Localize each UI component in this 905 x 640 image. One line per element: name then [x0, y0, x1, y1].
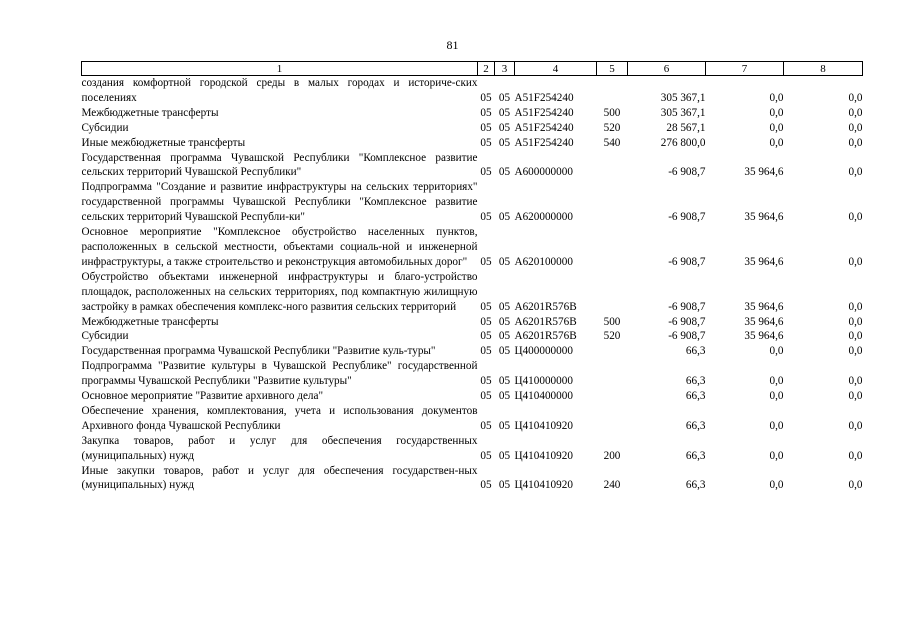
amount-col6: -6 908,7: [668, 315, 706, 328]
section-code: 05: [480, 91, 492, 104]
amount-col6: 66,3: [685, 375, 706, 388]
section-code: 05: [480, 345, 492, 358]
amount-col7: 0,0: [769, 136, 784, 149]
subsection-code: 05: [498, 211, 511, 224]
expense-type-code: [597, 344, 628, 359]
amount-col6: 66,3: [685, 419, 706, 432]
expense-type-code: [597, 389, 628, 404]
amount-col7: 35 964,6: [744, 211, 784, 224]
expense-type-code: [597, 76, 628, 106]
table-row: [82, 404, 863, 434]
table-row: [82, 329, 863, 344]
target-article-code: Ц410000000: [514, 375, 573, 388]
section-code: 05: [480, 136, 492, 149]
amount-col8: 0,0: [848, 106, 863, 119]
column-header: 7: [706, 62, 784, 76]
column-header: 8: [784, 62, 863, 76]
table-body: [82, 76, 863, 494]
subsection-code: 05: [498, 375, 511, 388]
subsection-code: 05: [498, 315, 511, 328]
table-row: [82, 389, 863, 404]
table-row: [82, 315, 863, 330]
subsection-code: 05: [498, 136, 511, 149]
expense-type-code: 200: [603, 449, 621, 462]
section-code: 05: [480, 106, 492, 119]
subsection-code: 05: [498, 479, 511, 492]
expense-type-code: [597, 180, 628, 225]
section-code: 05: [480, 300, 492, 313]
row-name: Обеспечение хранения, комплектования, учета и использования документов Архивного фонда Чувашской Республики: [81, 404, 478, 432]
target-article-code: Ц410400000: [514, 390, 573, 403]
target-article-code: Ц410410920: [514, 479, 573, 492]
expense-type-code: [597, 151, 628, 181]
column-header: 4: [515, 62, 597, 76]
expense-type-code: 240: [603, 479, 621, 492]
row-name: Закупка товаров, работ и услуг для обеспечения государственных (муниципальных) нужд: [81, 434, 478, 462]
target-article-code: А600000000: [514, 166, 573, 179]
column-header: 5: [597, 62, 628, 76]
subsection-code: 05: [498, 300, 511, 313]
amount-col7: 0,0: [769, 419, 784, 432]
row-name: Иные межбюджетные трансферты: [81, 136, 246, 149]
row-name: Обустройство объектами инженерной инфраструктуры и благо-устройство площадок, расположенных на сельских территориях, под компактную жилищную застройку в рамках обеспечения комплекс-ного развития сельских территорий: [81, 270, 478, 313]
amount-col8: 0,0: [848, 390, 863, 403]
amount-col6: 305 367,1: [660, 106, 706, 119]
subsection-code: 05: [498, 449, 511, 462]
target-article-code: А51F254240: [514, 91, 574, 104]
amount-col6: -6 908,7: [668, 211, 706, 224]
table-header-row: [82, 62, 863, 76]
section-code: 05: [480, 315, 492, 328]
subsection-code: 05: [498, 419, 511, 432]
row-name: Иные закупки товаров, работ и услуг для обеспечения государствен-ных (муниципальных) нужд: [81, 464, 478, 492]
page-number: 81: [446, 38, 459, 52]
amount-col8: 0,0: [848, 330, 863, 343]
target-article-code: Ц410410920: [514, 449, 573, 462]
expense-type-code: 520: [603, 330, 621, 343]
row-name: создания комфортной городской среды в малых городах и историче-ских поселениях: [81, 77, 478, 104]
row-name: Субсидии: [81, 121, 129, 134]
amount-col8: 0,0: [848, 136, 863, 149]
row-name: Государственная программа Чувашской Республики "Комплексное развитие сельских территорий Чувашской Республики": [81, 151, 478, 179]
table-row: [82, 225, 863, 270]
expense-type-code: 520: [603, 121, 621, 134]
table-row: [82, 121, 863, 136]
column-header: 1: [82, 62, 478, 76]
table-row: [82, 464, 863, 494]
expense-type-code: 500: [603, 315, 621, 328]
amount-col7: 0,0: [769, 106, 784, 119]
table-row: [82, 136, 863, 151]
target-article-code: А51F254240: [514, 121, 574, 134]
target-article-code: Ц400000000: [514, 345, 573, 358]
subsection-code: 05: [498, 330, 511, 343]
amount-col8: 0,0: [848, 345, 863, 358]
amount-col7: 0,0: [769, 375, 784, 388]
table-row: [82, 344, 863, 359]
row-name: Межбюджетные трансферты: [81, 106, 219, 119]
subsection-code: 05: [498, 106, 511, 119]
table-row: [82, 106, 863, 121]
subsection-code: 05: [498, 121, 511, 134]
amount-col8: 0,0: [848, 91, 863, 104]
target-article-code: А51F254240: [514, 106, 574, 119]
section-code: 05: [480, 479, 492, 492]
section-code: 05: [480, 390, 492, 403]
table-row: [82, 270, 863, 315]
amount-col7: 0,0: [769, 121, 784, 134]
subsection-code: 05: [498, 91, 511, 104]
amount-col7: 0,0: [769, 345, 784, 358]
table-row: [82, 151, 863, 181]
amount-col7: 0,0: [769, 449, 784, 462]
expense-type-code: [597, 225, 628, 270]
amount-col7: 0,0: [769, 479, 784, 492]
section-code: 05: [480, 419, 492, 432]
amount-col6: 66,3: [685, 449, 706, 462]
amount-col6: -6 908,7: [668, 300, 706, 313]
amount-col7: 35 964,6: [744, 315, 784, 328]
amount-col8: 0,0: [848, 479, 863, 492]
row-name: Субсидии: [81, 330, 129, 343]
column-header: 3: [495, 62, 515, 76]
budget-table: [81, 61, 863, 493]
subsection-code: 05: [498, 345, 511, 358]
expense-type-code: [597, 359, 628, 389]
section-code: 05: [480, 449, 492, 462]
amount-col8: 0,0: [848, 211, 863, 224]
subsection-code: 05: [498, 166, 511, 179]
amount-col6: 66,3: [685, 390, 706, 403]
target-article-code: А6201R576B: [514, 330, 577, 343]
column-header: 6: [628, 62, 706, 76]
section-code: 05: [480, 330, 492, 343]
expense-type-code: 540: [603, 136, 621, 149]
table-row: [82, 359, 863, 389]
row-name: Подпрограмма "Развитие культуры в Чувашской Республике" государственной программы Чувашской Республики "Развитие культуры": [81, 360, 478, 388]
section-code: 05: [480, 375, 492, 388]
amount-col8: 0,0: [848, 449, 863, 462]
amount-col8: 0,0: [848, 300, 863, 313]
row-name: Государственная программа Чувашской Республики "Развитие куль-туры": [81, 345, 436, 358]
target-article-code: А6201R576B: [514, 300, 577, 313]
row-name: Подпрограмма "Создание и развитие инфраструктуры на сельских территориях" государственной программы Чувашской Республики "Комплексное развитие сельских территорий Чувашской Республи-ки": [81, 181, 478, 224]
section-code: 05: [480, 166, 492, 179]
subsection-code: 05: [498, 390, 511, 403]
section-code: 05: [480, 211, 492, 224]
expense-type-code: 500: [603, 106, 621, 119]
amount-col7: 35 964,6: [744, 255, 784, 268]
amount-col7: 35 964,6: [744, 330, 784, 343]
amount-col6: 276 800,0: [660, 136, 706, 149]
target-article-code: А6201R576B: [514, 315, 577, 328]
section-code: 05: [480, 121, 492, 134]
amount-col7: 0,0: [769, 390, 784, 403]
amount-col7: 35 964,6: [744, 300, 784, 313]
target-article-code: А620100000: [514, 255, 573, 268]
amount-col6: -6 908,7: [668, 166, 706, 179]
row-name: Межбюджетные трансферты: [81, 315, 219, 328]
row-name: Основное мероприятие "Развитие архивного дела": [81, 390, 324, 403]
section-code: 05: [480, 255, 492, 268]
amount-col8: 0,0: [848, 419, 863, 432]
amount-col6: -6 908,7: [668, 255, 706, 268]
amount-col6: 305 367,1: [660, 91, 706, 104]
table-row: [82, 434, 863, 464]
target-article-code: Ц410410920: [514, 419, 573, 432]
expense-type-code: [597, 270, 628, 315]
amount-col6: 66,3: [685, 345, 706, 358]
column-header: 2: [478, 62, 495, 76]
amount-col8: 0,0: [848, 166, 863, 179]
target-article-code: А620000000: [514, 211, 573, 224]
target-article-code: А51F254240: [514, 136, 574, 149]
amount-col6: -6 908,7: [668, 330, 706, 343]
amount-col7: 0,0: [769, 91, 784, 104]
subsection-code: 05: [498, 255, 511, 268]
amount-col8: 0,0: [848, 315, 863, 328]
row-name: Основное мероприятие "Комплексное обустройство населенных пунктов, расположенных в сельской местности, объектами социаль-ной и инженерной инфраструктуры, а также строительство и реконструкция автомобильных дорог": [81, 226, 478, 268]
amount-col6: 28 567,1: [666, 121, 706, 134]
amount-col6: 66,3: [685, 479, 706, 492]
expense-type-code: [597, 404, 628, 434]
amount-col8: 0,0: [848, 375, 863, 388]
table-row: [82, 76, 863, 106]
amount-col8: 0,0: [848, 255, 863, 268]
amount-col7: 35 964,6: [744, 166, 784, 179]
amount-col8: 0,0: [848, 121, 863, 134]
table-row: [82, 180, 863, 225]
